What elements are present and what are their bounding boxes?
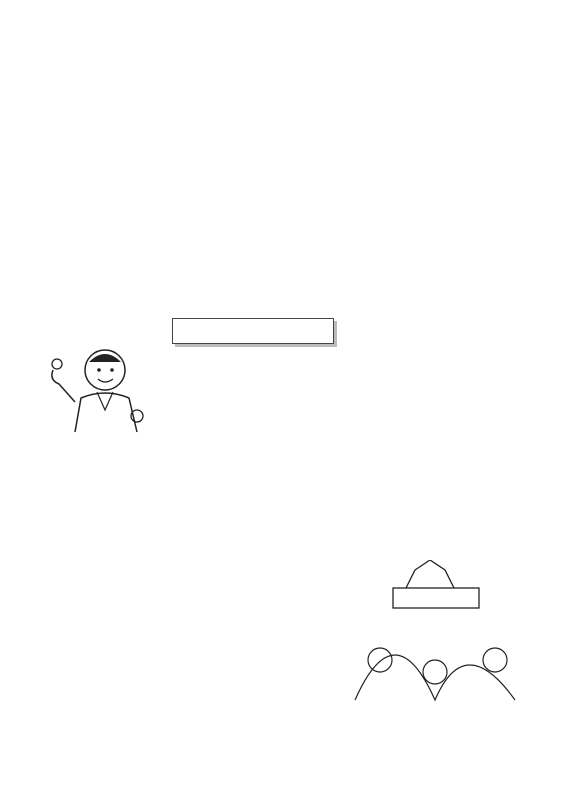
newsletter-header (88, 6, 558, 24)
health-news-box (172, 318, 334, 344)
doctor-illustration (45, 340, 165, 435)
diabetes-illustration (335, 560, 540, 715)
vertical-article (36, 32, 556, 307)
